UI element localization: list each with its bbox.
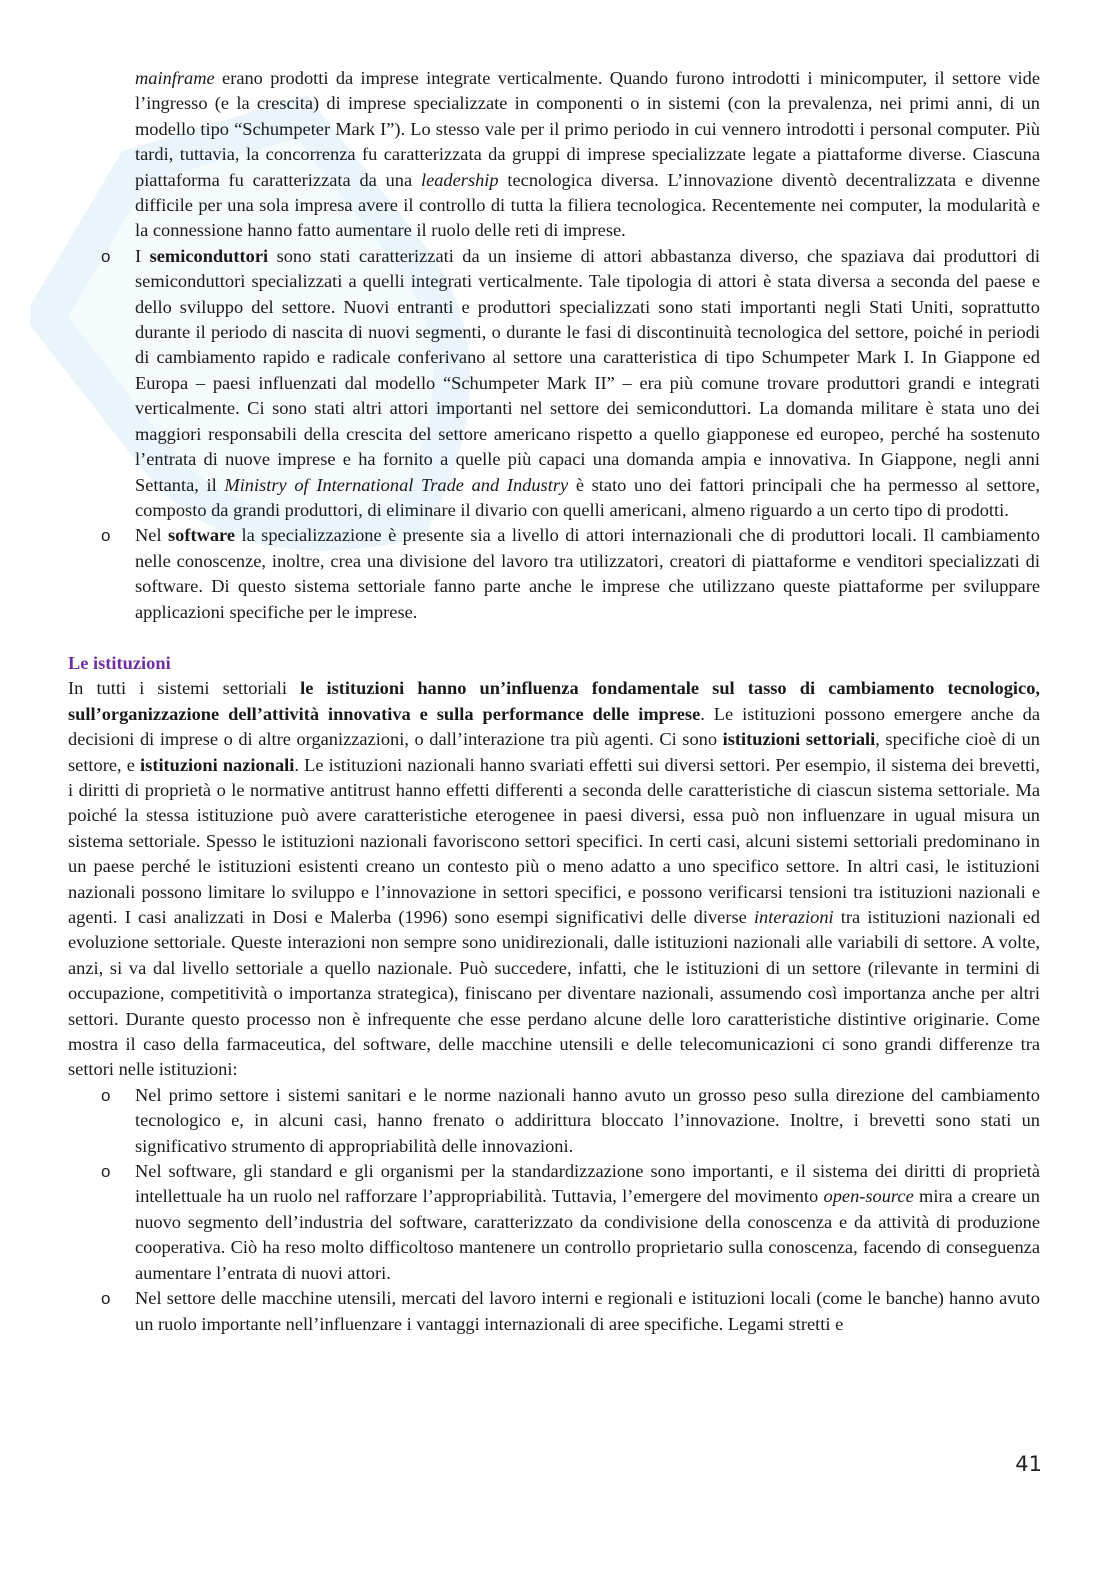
list-item (68, 1286, 1040, 1337)
italic-text: Ministry of International Trade and Industry (224, 474, 569, 495)
bullet-circle-icon: o (101, 1289, 111, 1309)
text-run: la specializzazione è presente sia a livello di attori internazionali che di produttori locali. Il cambiamento nelle conoscenze, inoltre, crea una divisione del lavoro tra utilizzatori, creatori di piattaforme e venditori specializzati di software. Di questo sistema settoriale fanno parte anche le imprese che utilizzano queste piattaforme per sviluppare applicazioni specifiche per le imprese. (135, 525, 1040, 622)
list-item (68, 523, 1040, 625)
list-item (68, 1083, 1040, 1159)
italic-text: mainframe (135, 68, 215, 88)
intro-continuation-paragraph (68, 66, 1040, 244)
bold-text: istituzioni nazionali (140, 754, 295, 775)
text-run: In tutti i sistemi settoriali (68, 678, 301, 699)
page-number: 41 (1015, 1452, 1042, 1476)
section-heading: Le istituzioni (68, 652, 171, 673)
list-item (68, 244, 1040, 523)
text-run: . Le istituzioni possono emergere anche da decisioni di imprese o di altre organizzazioni, o dall’interazione tra più agenti. Ci sono (68, 703, 1040, 750)
text-run: erano prodotti da imprese integrate verticalmente. Quando furono introdotti i minicomputer, il settore vide l’ingresso (e la crescita) di imprese specializzate in componenti o in sistemi (con la prevalenza, nei primi anni, di un modello tipo “Schumpeter Mark I”). Lo stesso vale per il primo periodo in cui vennero introdotti i personal computer. Più tardi, tuttavia, la concorrenza fu caratterizzata da gruppi di imprese specializzate legate a piattaforme diverse. Ciascuna piattaforma fu caratterizzata da una (135, 68, 1040, 190)
text-run: tecnologica diversa. L’innovazione diventò decentralizzata e divenne difficile per una sola impresa avere il controllo di tutta la filiera tecnologica. Recentemente nei computer, la modularità e la connessione hanno fatto aumentare il ruolo delle reti di imprese. (135, 169, 1040, 241)
text-run: , specifiche cioè di un settore, e (68, 729, 1040, 775)
bullet-circle-icon: o (101, 246, 111, 266)
institutions-list (68, 1083, 1040, 1337)
bullet-circle-icon: o (101, 1162, 111, 1182)
text-run: è stato uno dei fattori principali che ha permesso al settore, composto da grandi produttori, di eliminare il divario con quelli americani, almeno riguardo a un certo tipo di prodotti. (135, 474, 1040, 520)
text-run: I (135, 245, 150, 266)
list-item (68, 1159, 1040, 1286)
italic-text: leadership (420, 169, 499, 190)
bold-text: istituzioni settoriali (722, 729, 876, 750)
text-run: sono stati caratterizzati da un insieme di attori abbastanza diverso, che spaziava dai produttori di semiconduttori specializzati a quelli integrati verticalmente. Tale tipologia di attori è stata diversa a seconda del paese e dello sviluppo del settore. Nuovi entranti e produttori specializzati sono stati importanti negli Stati Uniti, soprattutto durante il periodo di nascita di nuovi segmenti, o durante le fasi di discontinuità tecnologica del settore, poiché in periodi di cambiamento rapido e radicale conferivano al settore una caratteristica di tipo Schumpeter Mark I. In Giappone ed Europa – paesi influenzati dal modello “Schumpeter Mark II” – era più comune trovare produttori grandi e integrati verticalmente. Ci sono stati altri attori importanti nel settore dei semiconduttori. La domanda militare è stata uno dei maggiori responsabili della crescita del settore americano rispetto a quello giapponese ed europeo, perché ha sostenuto l’entrata di nuove imprese e ha fornito a quelle più capaci una domanda ampia e innovativa. In Giappone, negli anni Settanta, il (135, 245, 1040, 495)
bold-text: software (167, 525, 236, 546)
text-run: mira a creare un nuovo segmento dell’industria del software, caratterizzato da condivisione della conoscenza e da attività di produzione cooperativa. Ciò ha reso molto difficoltoso mantenere un controllo proprietario sulla conoscenza, facendo di conseguenza aumentare l’entrata di nuovi attori. (135, 1186, 1040, 1283)
bullet-circle-icon: o (101, 526, 111, 546)
bullet-circle-icon: o (101, 1085, 111, 1105)
document-page (68, 66, 1040, 1337)
text-run: Nel settore delle macchine utensili, mercati del lavoro interni e regionali e istituzioni locali (come le banche) hanno avuto un ruolo importante nell’influenzare i vantaggi internazionali di aree specifiche. Legami stretti e (135, 1288, 1040, 1334)
text-run: . Le istituzioni nazionali hanno svariati effetti sui diversi settori. Per esempio, il sistema dei brevetti, i diritti di proprietà o le normative antitrust hanno effetti differenti a seconda delle caratteristiche di ciascun sistema settoriale. Ma poiché la stessa istituzione può avere caratteristiche eterogenee in paesi diversi, essa può non influenzare in ugual misura un sistema settoriale. Spesso le istituzioni nazionali favoriscono settori specifici. In certi casi, alcuni sistemi settoriali predominano in un paese perché le istituzioni esistenti creano un contesto più o meno adatto a uno specifico settore. In altri casi, le istituzioni nazionali possono limitare lo sviluppo e l’innovazione in settori specifici, e possono verificarsi tensioni tra istituzioni nazionali e agenti. I casi analizzati in Dosi e Malerba (1996) sono esempi significativi delle diverse (68, 754, 1040, 927)
text-run: tra istituzioni nazionali ed evoluzione settoriale. Queste interazioni non sempre sono unidirezionali, dalle istituzioni nazionali alle variabili di settore. A volte, anzi, si va dal livello settoriale a quello nazionale. Può succedere, infatti, che le istituzioni di un settore (rilevante in termini di occupazione, competitività o importanza strategica), finiscano per diventare nazionali, assumendo così importanza anche per altri settori. Durante questo processo non è infrequente che esse perdano alcune delle loro caratteristiche distintive originarie. Come mostra il caso della farmaceutica, del software, delle macchine utensili e delle telecomunicazioni ci sono grandi differenze tra settori nelle istituzioni: (68, 907, 1040, 1080)
text-run: Nel software, gli standard e gli organismi per la standardizzazione sono importanti, e il sistema dei diritti di proprietà intellettuale ha un ruolo nel rafforzare l’appropriabilità. Tuttavia, l’emergere del movimento (135, 1161, 1040, 1207)
text-run: Nel (135, 525, 168, 546)
bold-text: le istituzioni hanno un’influenza fondamentale sul tasso di cambiamento tecnologico, sull’organizzazione dell’attività innovativa e sulla performance delle imprese (68, 678, 1040, 724)
text-run: Nel primo settore i sistemi sanitari e le norme nazionali hanno avuto un grosso peso sulla direzione del cambiamento tecnologico e, in alcuni casi, hanno frenato o addirittura bloccato l’innovazione. Inoltre, i brevetti sono stati un significativo strumento di appropriabilità delle innovazioni. (135, 1084, 1040, 1156)
bold-text: semiconduttori (149, 245, 269, 266)
italic-text: open-source (823, 1186, 914, 1207)
actors-list (68, 244, 1040, 625)
institutions-paragraph (68, 676, 1040, 1083)
italic-text: interazioni (753, 907, 834, 927)
